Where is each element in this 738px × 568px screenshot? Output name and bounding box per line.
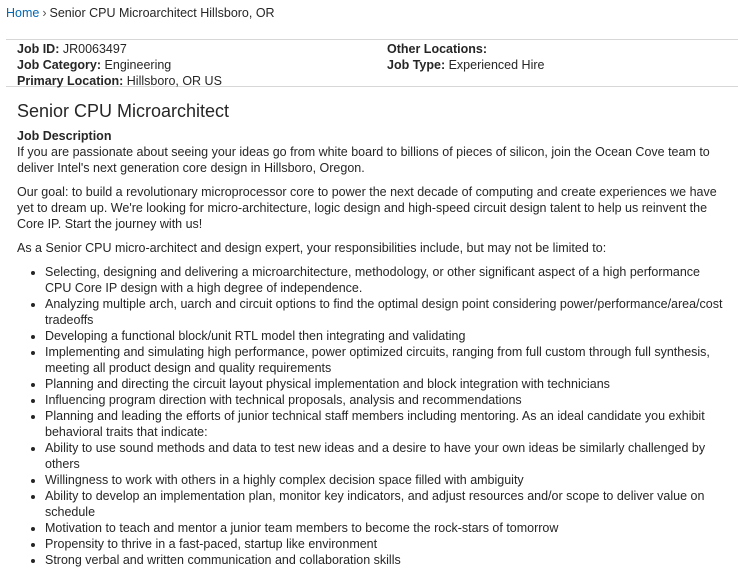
- list-item: • Analyzing multiple arch, uarch and circuit options to find the optimal design point considering power/performance/area/cost tradeoffs: [45, 296, 729, 328]
- job-type-row: [387, 57, 544, 73]
- job-type-value: Experienced Hire: [448, 58, 545, 72]
- breadcrumb-current: Senior CPU Microarchitect Hillsboro, OR: [49, 6, 275, 20]
- list-item: • Willingness to work with others in a highly complex decision space filled with ambiguity: [45, 472, 729, 488]
- primary-location-row: [17, 73, 222, 89]
- responsibilities-list: [17, 264, 729, 568]
- list-item: • Planning and leading the efforts of junior technical staff members including mentoring. As an ideal candidate you exhibit behavioral traits that indicate:: [45, 408, 729, 440]
- job-id-label: Job ID:: [17, 42, 60, 56]
- other-locations-row: [387, 41, 544, 57]
- job-meta-right-column: [387, 41, 544, 73]
- job-type-label: Job Type:: [387, 58, 446, 72]
- job-description-heading: Job Description: [17, 129, 112, 143]
- other-locations-label: Other Locations:: [387, 42, 488, 56]
- breadcrumb-separator: ›: [42, 6, 47, 20]
- job-category-row: [17, 57, 222, 73]
- job-title: Senior CPU Microarchitect: [17, 101, 230, 121]
- list-item: • Strong verbal and written communication and collaboration skills: [45, 552, 729, 568]
- job-meta-left-column: [17, 41, 222, 89]
- list-item: • Motivation to teach and mentor a junior team members to become the rock-stars of tomorrow: [45, 520, 729, 536]
- goal-paragraph: Our goal: to build a revolutionary microprocessor core to power the next decade of computing and create experiences we have yet to dream up. We're looking for micro-architecture, logic design and high-speed circuit design talent to help us reinvent the Core IP. Start the journey with us!: [17, 185, 717, 231]
- job-id-value: JR0063497: [62, 42, 127, 56]
- intro-paragraph: If you are passionate about seeing your ideas go from white board to billions of pieces of silicon, join the Ocean Cove team to deliver Intel's next generation core design in Hillsboro, Oregon.: [17, 145, 710, 175]
- list-item: • Propensity to thrive in a fast-paced, startup like environment: [45, 536, 729, 552]
- list-item: • Developing a functional block/unit RTL model then integrating and validating: [45, 328, 729, 344]
- list-item: • Implementing and simulating high performance, power optimized circuits, ranging from full custom through full synthesis, meeting all product design and quality requirements: [45, 344, 729, 376]
- list-item: • Influencing program direction with technical proposals, analysis and recommendations: [45, 392, 729, 408]
- list-item: • Planning and directing the circuit layout physical implementation and block integration with technicians: [45, 376, 729, 392]
- primary-location-label: Primary Location:: [17, 74, 124, 88]
- job-category-label: Job Category:: [17, 58, 102, 72]
- job-id-row: [17, 41, 222, 57]
- breadcrumb: [6, 6, 275, 20]
- list-item: • Selecting, designing and delivering a microarchitecture, methodology, or other significant aspect of a high performance CPU Core IP design with a high degree of independence.: [45, 264, 729, 296]
- job-category-value: Engineering: [104, 58, 172, 72]
- primary-location-value: Hillsboro, OR US: [126, 74, 222, 88]
- list-item: • Ability to use sound methods and data to test new ideas and a desire to have your own ideas be similarly challenged by others: [45, 440, 729, 472]
- job-meta-panel: [6, 39, 738, 87]
- list-item: • Ability to develop an implementation plan, monitor key indicators, and adjust resources and/or scope to deliver value on schedule: [45, 488, 729, 520]
- breadcrumb-home-link[interactable]: Home: [6, 6, 40, 20]
- job-description: [17, 128, 729, 568]
- responsibilities-intro: As a Senior CPU micro-architect and design expert, your responsibilities include, but may not be limited to:: [17, 241, 607, 255]
